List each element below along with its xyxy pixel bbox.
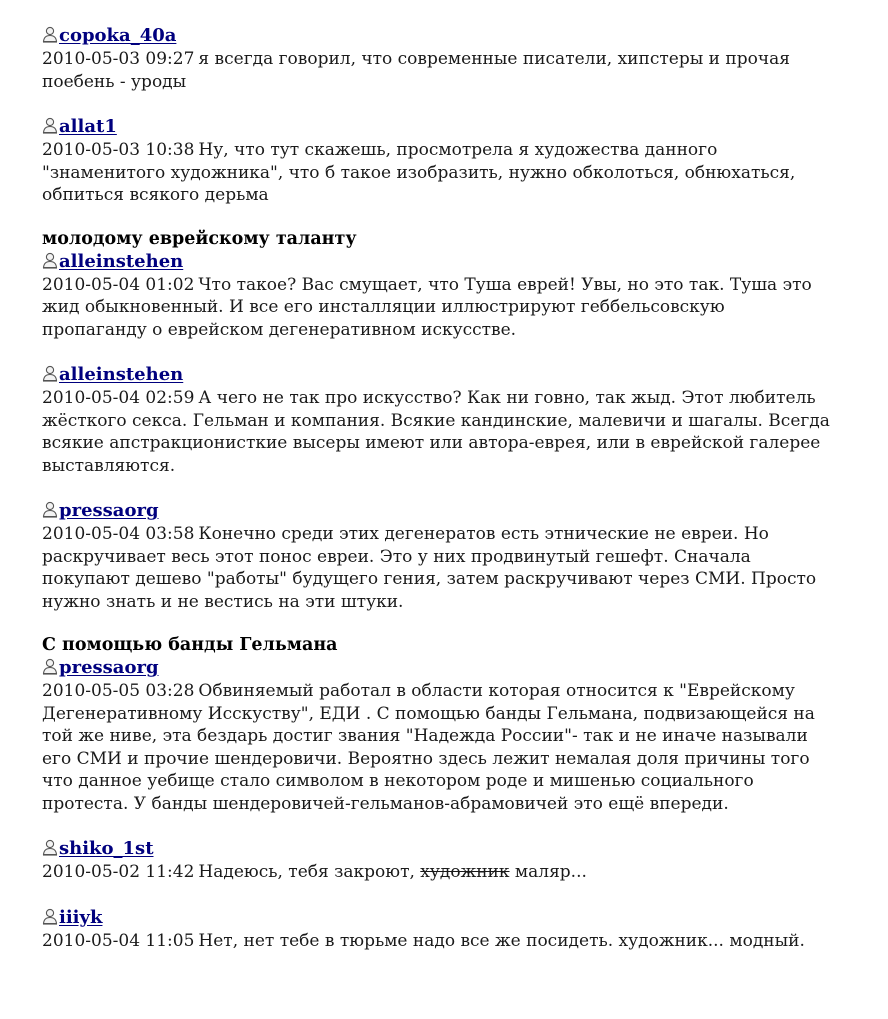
username-link[interactable]: allat1 [59,116,117,137]
comment-text: я всегда говорил, что современные писатели, хипстеры и прочая поебень - уроды [42,49,790,92]
username-link[interactable]: shiko_1st [59,838,154,859]
comment-text: А чего не так про искусство? Как ни говно, так жыд. Этот любитель жёсткого секса. Гельман и компания. Всякие кандинские, малевичи и шагалы. Всегда всякие апстракционисткие высеры имеют или автора-еврея, или в еврейской галерее выставляются. [42,388,830,476]
comment-body [42,48,832,93]
comment [42,635,832,815]
user-profile-icon[interactable] [42,252,58,269]
comment [42,499,832,613]
comment [42,115,832,207]
comment [42,837,832,884]
comment-author [42,24,832,48]
comment-timestamp: 2010-05-04 01:02 [42,274,195,295]
comment-author [42,906,832,930]
comment-body [42,387,832,477]
comment-body [42,139,832,207]
comment-text: Что такое? Вас смущает, что Туша еврей! Увы, но это так. Туша это жид обыкновенный. И все его инсталляции иллюстрируют геббельсовскую пропаганду о еврейском дегенеративном искусстве. [42,274,812,340]
username-link[interactable]: alleinstehen [59,364,184,385]
username-link[interactable]: copoka_40a [59,25,177,46]
comment-text: Надеюсь, тебя закроют, [198,862,415,882]
user-profile-icon[interactable] [42,658,58,675]
username-link[interactable]: pressaorg [59,657,159,678]
comment-author [42,656,832,680]
comment-timestamp: 2010-05-04 02:59 [42,388,195,408]
comment-author [42,250,832,274]
user-profile-icon[interactable] [42,365,58,382]
comment-text: Нет, нет тебе в тюрьме надо все же посидеть. художник... модный. [198,930,805,951]
comment-text: Конечно среди этих дегенератов есть этнические не евреи. Но раскручивает весь этот понос евреи. Это у них продвинутый гешефт. Сначала покупают дешево "работы" будущего гения, затем раскручивают через СМИ. Просто нужно знать и не вестись на эти штуки. [42,524,817,612]
strikethrough-word: художник [420,862,510,882]
comment-body [42,930,832,953]
comment-text-after: маляр... [514,862,587,882]
user-profile-icon[interactable] [42,117,58,134]
user-profile-icon[interactable] [42,908,58,925]
username-link[interactable]: iiiyk [59,906,103,928]
comment-timestamp: 2010-05-04 03:58 [42,524,195,544]
comment [42,229,832,342]
comment-text: Ну, что тут скажешь, просмотрела я художества данного "знаменитого художника", что б такое изобразить, нужно обколоться, обнюхаться, обпиться всякого дерьма [42,140,796,205]
comment-body [42,861,832,884]
comment-subject: С помощью банды Гельмана [42,635,338,655]
user-profile-icon[interactable] [42,839,58,856]
comment-timestamp: 2010-05-04 11:05 [42,930,195,951]
comment-timestamp: 2010-05-05 03:28 [42,681,195,701]
comment [42,363,832,477]
comment-author [42,837,832,861]
comment-body [42,680,832,815]
comment [42,24,832,93]
comment-timestamp: 2010-05-03 10:38 [42,140,195,160]
comment-body [42,523,832,613]
comment-timestamp: 2010-05-03 09:27 [42,49,195,69]
comment-body [42,274,832,342]
comment-author [42,363,832,387]
username-link[interactable]: pressaorg [59,500,159,521]
comment-timestamp: 2010-05-02 11:42 [42,862,195,882]
user-profile-icon[interactable] [42,26,58,43]
comment-author [42,115,832,139]
username-link[interactable]: alleinstehen [59,250,184,272]
comment-text: Обвиняемый работал в области которая относится к "Еврейскому Дегенеративному Исскуству", ЕДИ . С помощью банды Гельмана, подвизающейся на той же ниве, эта бездарь достиг звания "Надежда России"- так и не иначе называли его СМИ и прочие шендеровичи. Вероятно здесь лежит немалая доля причины того что данное уебище стало символом в некотором роде и мишенью социального протеста. У банды шендеровичей-гельманов-абрамовичей это ещё впереди. [42,681,815,814]
comment [42,906,832,953]
comment-subject: молодому еврейскому таланту [42,228,357,249]
comment-author [42,499,832,523]
user-profile-icon[interactable] [42,501,58,518]
